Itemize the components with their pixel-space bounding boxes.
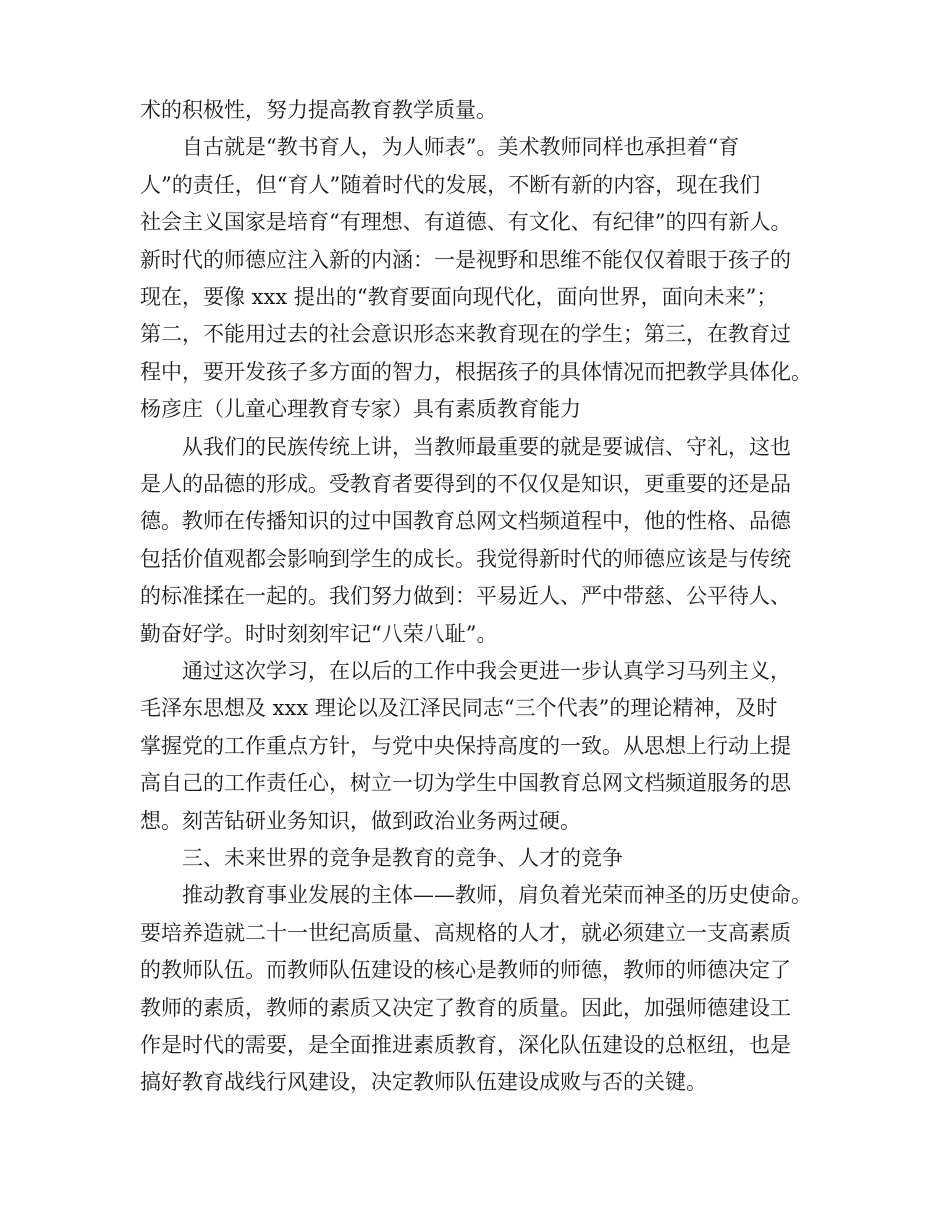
text-line: 杨彦庄（儿童心理教育专家）具有素质教育能力 <box>140 397 581 422</box>
text-line: 推动教育事业发展的主体——教师，肩负着光荣而神圣的历史使命。 <box>182 883 812 908</box>
text-line: 社会主义国家是培育“有理想、有道德、有文化、有纪律”的四有新人。 <box>140 210 792 235</box>
text-line: 掌握党的工作重点方针，与党中央保持高度的一致。从思想上行动上提 <box>140 733 791 758</box>
text-line: 人”的责任，但“育人”随着时代的发展，不断有新的内容，现在我们 <box>140 172 761 197</box>
text-line: 自古就是“教书育人，为人师表”。美术教师同样也承担着“育 <box>182 135 740 160</box>
text-line: 的教师队伍。而教师队伍建设的核心是教师的师德，教师的师德决定了 <box>140 958 791 983</box>
text-line: 搞好教育战线行风建设，决定教师队伍建设成败与否的关键。 <box>140 1070 707 1095</box>
text-line: 新时代的师德应注入新的内涵：一是视野和思维不能仅仅着眼于孩子的 <box>140 247 791 272</box>
text-line: 术的积极性，努力提高教育教学质量。 <box>140 98 497 122</box>
text-line: 高自己的工作责任心，树立一切为学生中国教育总网文档频道服务的思 <box>140 771 791 796</box>
text-line: 毛泽东思想及 xxx 理论以及江泽民同志“三个代表”的理论精神，及时 <box>140 696 778 721</box>
text-line: 从我们的民族传统上讲，当教师最重要的就是要诚信、守礼，这也 <box>182 434 791 459</box>
text-line: 作是时代的需要，是全面推进素质教育，深化队伍建设的总枢纽，也是 <box>140 1033 791 1057</box>
text-line: 教师的素质，教师的素质又决定了教育的质量。因此，加强师德建设工 <box>140 995 791 1020</box>
text-line: 通过这次学习，在以后的工作中我会更进一步认真学习马列主义， <box>182 659 791 683</box>
text-line: 现在，要像 xxx 提出的“教育要面向现代化，面向世界，面向未来”； <box>140 285 778 309</box>
text-line: 勤奋好学。时时刻刻牢记“八荣八耻”。 <box>140 621 498 646</box>
text-line: 德。教师在传播知识的过中国教育总网文档频道程中，他的性格、品德 <box>140 509 791 534</box>
text-line: 的标准揉在一起的。我们努力做到：平易近人、严中带慈、公平待人、 <box>140 584 791 609</box>
text-line: 包括价值观都会影响到学生的成长。我觉得新时代的师德应该是与传统 <box>140 546 791 571</box>
text-line: 是人的品德的形成。受教育者要得到的不仅仅是知识，更重要的还是品 <box>140 472 791 496</box>
text-line: 第二，不能用过去的社会意识形态来教育现在的学生；第三，在教育过 <box>140 322 791 347</box>
text-line: 程中，要开发孩子多方面的智力，根据孩子的具体情况而把教学具体化。 <box>140 359 812 384</box>
text-line: 想。刻苦钻研业务知识，做到政治业务两过硬。 <box>140 808 581 833</box>
text-line: 三、未来世界的竞争是教育的竞争、人才的竞争 <box>182 846 623 870</box>
text-line: 要培养造就二十一世纪高质量、高规格的人才，就必须建立一支高素质 <box>140 920 791 945</box>
